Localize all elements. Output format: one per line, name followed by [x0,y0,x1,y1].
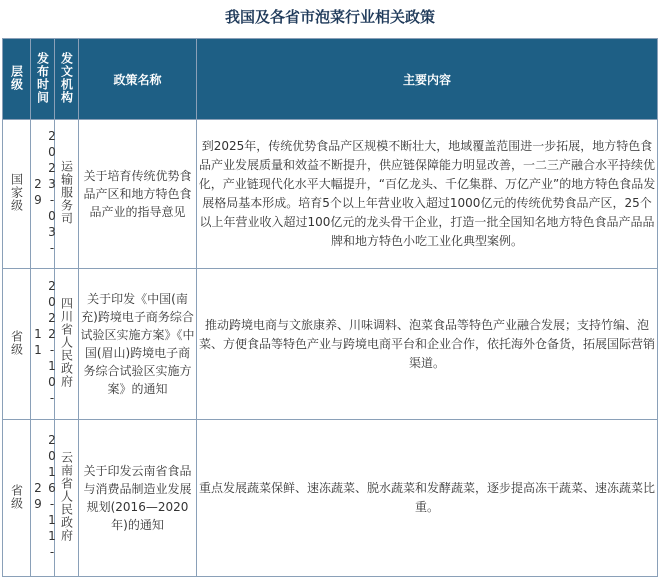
cell-content: 到2025年，传统优势食品产区规模不断壮大，地域覆盖范围进一步拓展，地方特色食品产业发展质量和效益不断提升，供应链保障能力明显改善，一二三产融合水平持续优化，产业链现代化水平大幅提升，“百亿龙头、千亿集群、万亿产业”的地方特色食品发展格局基本形成。培育5个以上年营业收入超过1000亿元的传统优势食品产区，25个以上年营业收入超过100亿元的龙头骨干企业，打造一批全国知名地方特色食品产品品牌和地方特色小吃工业化典型案例。 [197,120,658,269]
header-content: 主要内容 [197,39,658,120]
cell-date: 2016-11-29 [31,420,55,577]
table-header-row [3,39,658,120]
header-level: 层级 [3,39,31,120]
table-row [3,120,658,269]
cell-issuer: 云南省人民政府 [55,420,79,577]
cell-policy-name: 关于印发《中国(南充)跨境电子商务综合试验区实施方案》《中国(眉山)跨境电子商务综合试验区实施方案》的通知 [79,269,197,420]
cell-level: 国家级 [3,120,31,269]
cell-level: 省级 [3,269,31,420]
header-name: 政策名称 [79,39,197,120]
cell-issuer: 运输服务司 [55,120,79,269]
header-date: 发布时间 [31,39,55,120]
cell-content: 重点发展蔬菜保鲜、速冻蔬菜、脱水蔬菜和发酵蔬菜，逐步提高冻干蔬菜、速冻蔬菜比重。 [197,420,658,577]
table-row [3,269,658,420]
cell-level: 省级 [3,420,31,577]
policy-table [2,38,658,577]
cell-policy-name: 关于印发云南省食品与消费品制造业发展规划(2016—2020年)的通知 [79,420,197,577]
page-title: 我国及各省市泡菜行业相关政策 [224,8,435,26]
cell-date: 2022-10-11 [31,269,55,420]
header-issuer: 发文机构 [55,39,79,120]
cell-issuer: 四川省人民政府 [55,269,79,420]
cell-content: 推动跨境电商与文旅康养、川味调料、泡菜食品等特色产业融合发展；支持竹编、泡菜、方便食品等特色产业与跨境电商平台和企业合作，依托海外仓备货，拓展国际营销渠道。 [197,269,658,420]
table-row [3,420,658,577]
cell-date: 2023-03-29 [31,120,55,269]
cell-policy-name: 关于培育传统优势食品产区和地方特色食品产业的指导意见 [79,120,197,269]
